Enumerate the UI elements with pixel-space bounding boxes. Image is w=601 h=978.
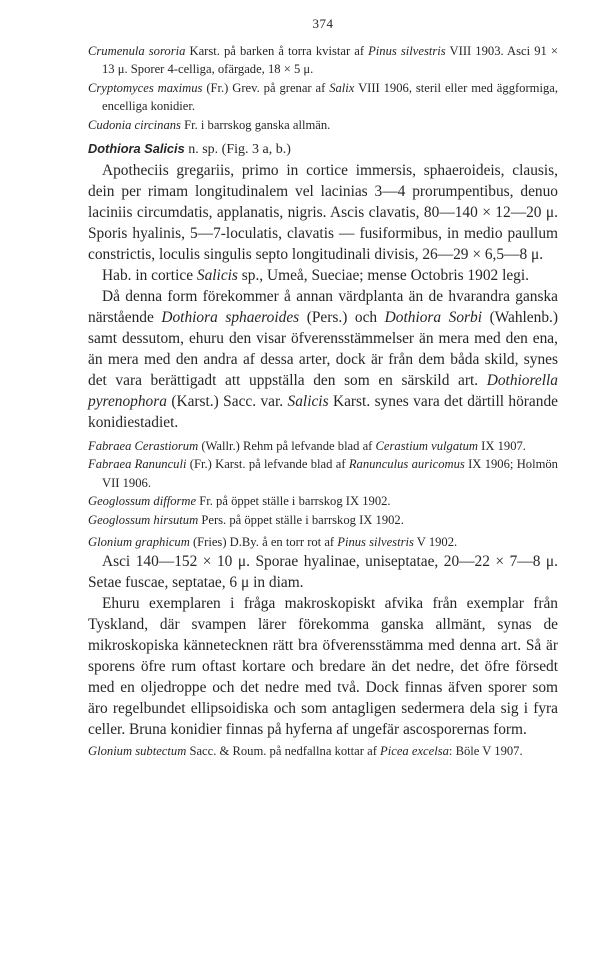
species-ref: Salicis — [287, 393, 329, 411]
species-entry — [88, 437, 558, 455]
host-name: Salix — [329, 80, 355, 95]
species-entry — [88, 42, 558, 79]
host-name: Ranunculus auricomus — [348, 457, 465, 472]
host-name: Pinus silvestris — [368, 44, 446, 58]
host-name: Pinus silvestris — [337, 535, 414, 550]
species-entry — [88, 116, 558, 134]
discussion-part: Karst. synes vara det därtill hörande konidiestadiet. — [88, 393, 558, 432]
page-number: 374 — [312, 16, 334, 31]
species-name: Cudonia circinans — [88, 117, 181, 132]
entry-text: (Wallr.) Rehm på lefvande blad af — [198, 439, 376, 454]
glonium-measurements: Asci 140—152 × 10 μ. Sporae hyalinae, uniseptatae, 20—22 × 7—8 μ. Setae fuscae, septatae, 6 μ in diam. — [88, 553, 558, 592]
host-name: Cerastium vulgatum — [375, 439, 479, 454]
entry-text: Fr. i barrskog ganska allmän. — [180, 117, 331, 132]
species-name: Glonium subtectum — [88, 744, 187, 759]
species-title: Dothiora Salicis — [88, 141, 185, 157]
entry-text: : Böle V 1907. — [448, 744, 523, 759]
species-ref: Dothiorella pyrenophora — [88, 372, 558, 411]
discussion-part: (Karst.) Sacc. var. — [166, 393, 288, 411]
habitat-suffix: sp., Umeå, Sueciae; mense Octobris 1902 legi. — [237, 267, 529, 285]
species-name: Geoglossum difforme — [88, 494, 197, 509]
entry-text: (Fr.) Grev. på grenar af — [202, 80, 330, 95]
species-title-rest: n. sp. (Fig. 3 a, b.) — [184, 142, 291, 158]
discussion-text — [88, 286, 558, 433]
discussion-part: (Pers.) och — [299, 309, 385, 327]
entry-text: VIII 1903. Asci 91 × 13 μ. Sporer 4-celliga, ofärgade, 18 × 5 μ. — [102, 44, 558, 77]
species-name: Crumenula sororia — [88, 44, 186, 58]
species-entry — [88, 533, 558, 551]
dothiora-section — [88, 138, 558, 433]
species-name: Geoglossum hirsutum — [88, 512, 199, 527]
species-name: Cryptomyces maximus — [88, 80, 203, 95]
discussion-part: (Wahlenb.) samt dessutom, ehuru den visar öfverensstämmelser än mera med den ena, än mera med den andra af dessa arter, dock är från dem båda skild, synes det vara berättigadt att uppställa den som en särskild art. — [88, 309, 559, 390]
species-name: Fabraea Cerastiorum — [88, 439, 199, 454]
entry-text: Sacc. & Roum. på nedfallna kottar af — [186, 744, 381, 759]
species-ref: Dothiora Sorbi — [384, 309, 483, 327]
entry-text: IX 1906; Holmön VII 1906. — [102, 457, 558, 490]
entry-text: VIII 1906, steril eller med äggformiga, encelliga konidier. — [102, 80, 559, 114]
latin-description: Apotheciis gregariis, primo in cortice immersis, sphaeroideis, clausis, dein per rimam longitudinalem vel lacinias 3—4 prorumpentibus, denuo laciniis circumdatis, applanatis, nigris. Ascis clavatis, 80—140 × 12—20 μ. Sporis hyalinis, 5—7-loculatis, clavatis — fusiformibus, in medio paullum constrictis, loculis singulis septo longitudinali divisis, 26—29 × 6,5—8 μ. — [88, 162, 558, 264]
glonium-section — [88, 551, 558, 740]
host-name: Picea excelsa — [380, 744, 449, 759]
species-ref: Dothiora sphaeroides — [161, 309, 300, 327]
species-entry — [88, 492, 558, 510]
entry-text: (Fries) D.By. å en torr rot af — [189, 535, 338, 550]
glonium-discussion: Ehuru exemplaren i fråga makroskopiskt afvika från exemplar från Tyskland, där svampen lärer förekomma ganska allmänt, synas de mikroskopiska kännetecknen rätt bra öfverensstämma med denna art. Så är sporens öfre rum oftast kortare och bredare än det nedre, det öfre försedt med en oljedroppe och det nedre med två. Dock finnas äfven sporer som äro regelbundet ellipsoidiska och som antagligen sedermera dela sig i fyra celler. Bruna konidier finnas på hyferna af ungefär ascosporernas form. — [88, 595, 558, 739]
entries-mid — [88, 437, 558, 551]
discussion-part: Då denna form förekommer å annan värdplanta än de hvarandra ganska närstående — [88, 288, 558, 327]
entry-text: Fr. på öppet ställe i barrskog IX 1902. — [196, 494, 391, 509]
entry-text: Pers. på öppet ställe i barrskog IX 1902. — [198, 512, 404, 527]
species-name: Glonium graphicum — [88, 535, 190, 550]
species-entry — [88, 79, 558, 116]
habitat-prefix: Hab. in cortice — [102, 267, 197, 285]
species-entry — [88, 511, 558, 529]
species-entry — [88, 742, 558, 760]
habitat-text — [88, 265, 558, 286]
species-heading — [88, 138, 558, 160]
entry-text: V 1902. — [413, 535, 458, 550]
host-name: Salicis — [196, 267, 238, 285]
species-entry — [88, 455, 558, 492]
entries-top — [88, 42, 558, 134]
entry-text: (Fr.) Karst. på lefvande blad af — [186, 457, 349, 472]
page — [88, 16, 558, 761]
entry-text: IX 1907. — [478, 439, 526, 454]
entry-text: Karst. på barken å torra kvistar af — [185, 44, 369, 58]
species-name: Fabraea Ranunculi — [88, 457, 187, 472]
